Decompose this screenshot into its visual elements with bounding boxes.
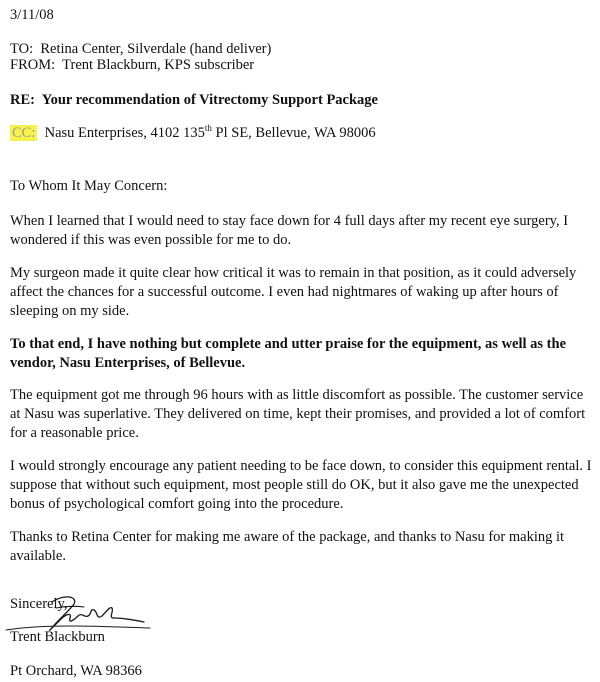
paragraph-6: Thanks to Retina Center for making me aware of the package, and thanks to Nasu for making it available. [10, 529, 565, 564]
signature-name: Trent Blackburn [10, 629, 105, 645]
cc-value [45, 125, 376, 141]
re-value: Your recommendation of Vitrectomy Support Package [41, 92, 378, 108]
sender-address: Pt Orchard, WA 98366 [10, 663, 142, 679]
cc-line [10, 124, 376, 143]
paragraph-5: I would strongly encourage any patient needing to be face down, to consider this equipment rental. I suppose that without such equipment, most people still do OK, but it also gave me the unexpected bonus of psychological comfort going into the procedure. [10, 458, 592, 512]
re-label: RE: [10, 92, 35, 108]
paragraph-4: The equipment got me through 96 hours with as little discomfort as possible. The customer service at Nasu was superlative. They delivered on time, kept their promises, and provided a lot of comfort for a reasonable price. [10, 387, 586, 441]
cc-label: CC: [12, 125, 36, 141]
paragraph-3: To that end, I have nothing but complete and utter praise for the equipment, as well as the vendor, Nasu Enterprises, of Bellevue. [10, 336, 566, 371]
paragraph-1: When I learned that I would need to stay face down for 4 full days after my recent eye surgery, I wondered if this was even possible for me to do. [10, 213, 569, 248]
re-line [10, 91, 378, 110]
salutation: To Whom It May Concern: [10, 178, 168, 194]
cc-value-post: Pl SE, Bellevue, WA 98006 [211, 125, 376, 141]
from-line [10, 56, 254, 75]
to-label: TO: [10, 41, 34, 57]
closing: Sincerely, [10, 596, 68, 612]
from-value: Trent Blackburn, KPS subscriber [62, 57, 255, 73]
paragraph-2: My surgeon made it quite clear how critical it was to remain in that position, as it could adversely affect the chances for a successful outcome. I even had nightmares of waking up after hours of sleeping on my side. [10, 265, 577, 319]
cc-value-sup: th [204, 123, 212, 134]
cc-value-pre: Nasu Enterprises, 4102 135 [44, 125, 205, 141]
from-label: FROM: [10, 57, 56, 73]
letter-date: 3/11/08 [10, 7, 54, 23]
to-value: Retina Center, Silverdale (hand deliver) [40, 41, 272, 57]
